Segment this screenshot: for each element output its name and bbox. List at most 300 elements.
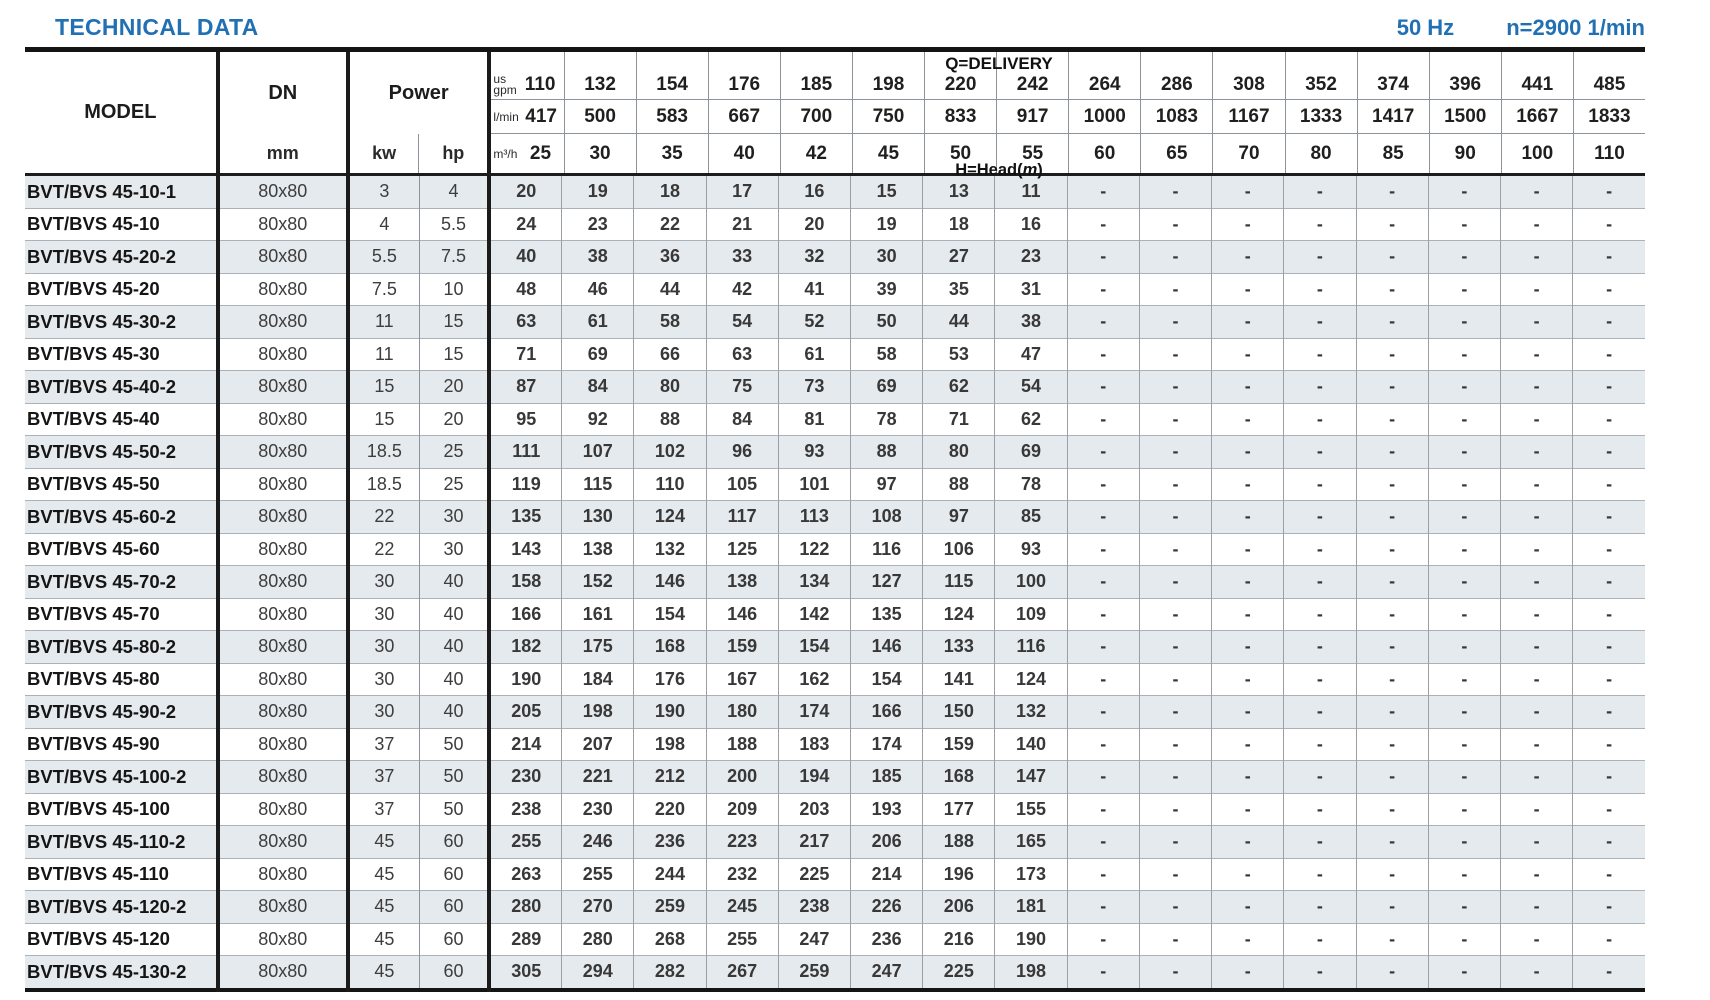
power-header-stack xyxy=(350,52,487,173)
head-value-cell: - xyxy=(1139,403,1211,436)
head-value-cell: 214 xyxy=(851,858,923,891)
dn-cell: 80x80 xyxy=(218,533,348,566)
head-value-cell: 105 xyxy=(706,468,778,501)
power-kw-cell: 11 xyxy=(348,338,419,371)
head-value-cell: - xyxy=(1356,793,1428,826)
power-hp-cell: 50 xyxy=(419,728,489,761)
head-value-cell: - xyxy=(1139,956,1211,990)
head-value-cell: 223 xyxy=(706,826,778,859)
delivery-gpm-value: 352 xyxy=(1285,52,1357,100)
head-value-cell: - xyxy=(1139,338,1211,371)
head-value-cell: 270 xyxy=(562,891,634,924)
table-row xyxy=(25,631,1645,664)
table-row xyxy=(25,598,1645,631)
head-value-cell: - xyxy=(1428,663,1500,696)
table-row xyxy=(25,566,1645,599)
delivery-gpm-value: 308 xyxy=(1212,52,1284,100)
table-row xyxy=(25,728,1645,761)
delivery-gpm-value: 185 xyxy=(780,52,852,100)
head-value-cell: - xyxy=(1500,241,1572,274)
head-value-cell: 140 xyxy=(995,728,1067,761)
head-value-cell: - xyxy=(1139,436,1211,469)
model-cell: BVT/BVS 45-40 xyxy=(25,403,218,436)
head-value-cell: 280 xyxy=(489,891,561,924)
dn-label: DN xyxy=(268,81,298,104)
head-value-cell: - xyxy=(1500,696,1572,729)
head-value-cell: - xyxy=(1428,436,1500,469)
power-kw-cell: 45 xyxy=(348,858,419,891)
head-value-cell: 62 xyxy=(995,403,1067,436)
head-value-cell: - xyxy=(1500,501,1572,534)
power-hp-cell: 20 xyxy=(419,371,489,404)
delivery-grid xyxy=(491,52,1645,173)
column-header-power xyxy=(348,50,489,175)
m3h-unit-label: m³/h xyxy=(493,146,518,161)
head-value-cell: - xyxy=(1573,175,1645,209)
head-value-cell: 63 xyxy=(489,306,561,339)
head-value-cell: 23 xyxy=(995,241,1067,274)
power-hp-cell: 60 xyxy=(419,956,489,990)
head-value-cell: 92 xyxy=(562,403,634,436)
head-value-cell: 236 xyxy=(851,923,923,956)
dn-cell: 80x80 xyxy=(218,826,348,859)
head-value-cell: - xyxy=(1428,501,1500,534)
head-value-cell: - xyxy=(1212,793,1284,826)
head-value-cell: - xyxy=(1139,598,1211,631)
head-value-cell: 188 xyxy=(706,728,778,761)
head-value-cell: - xyxy=(1284,175,1356,209)
head-value-cell: 20 xyxy=(516,181,537,202)
head-value-cell: 54 xyxy=(706,306,778,339)
delivery-m3h-value: 60 xyxy=(1068,134,1140,173)
head-value-cell: 168 xyxy=(923,761,995,794)
head-value-cell: - xyxy=(1139,371,1211,404)
head-value-cell: - xyxy=(1356,696,1428,729)
model-cell: BVT/BVS 45-120-2 xyxy=(25,891,218,924)
head-value-cell: - xyxy=(1500,858,1572,891)
head-value-cell: 102 xyxy=(634,436,706,469)
head-value-cell: 205 xyxy=(489,696,561,729)
delivery-m3h-value: 65 xyxy=(1140,134,1212,173)
power-hp-cell: 40 xyxy=(419,631,489,664)
dn-cell: 80x80 xyxy=(218,663,348,696)
head-value-cell: - xyxy=(1067,273,1139,306)
head-value-cell: 200 xyxy=(706,761,778,794)
head-value-cell: 180 xyxy=(706,696,778,729)
head-value-cell: - xyxy=(1573,826,1645,859)
head-value-cell: 246 xyxy=(562,826,634,859)
head-value-cell: - xyxy=(1356,566,1428,599)
head-value-cell: 58 xyxy=(851,338,923,371)
delivery-label: Q=DELIVERY xyxy=(945,54,1053,73)
head-value-cell: 44 xyxy=(923,306,995,339)
head-value-cell: - xyxy=(1500,403,1572,436)
head-value-cell: - xyxy=(1428,826,1500,859)
power-kw-cell: 45 xyxy=(348,923,419,956)
head-value-cell: 19 xyxy=(851,208,923,241)
head-value-cell: 20 xyxy=(778,208,850,241)
head-value-cell: 117 xyxy=(706,501,778,534)
head-value-cell: - xyxy=(1139,761,1211,794)
head-value-cell: - xyxy=(1573,923,1645,956)
head-value-cell: - xyxy=(1067,468,1139,501)
head-value-cell: - xyxy=(1428,566,1500,599)
power-kw-cell: 4 xyxy=(348,208,419,241)
head-value-cell: 46 xyxy=(562,273,634,306)
delivery-gpm-value: 396 xyxy=(1429,52,1501,100)
dn-cell: 80x80 xyxy=(218,468,348,501)
head-value-cell: 230 xyxy=(489,761,561,794)
head-value-cell: - xyxy=(1284,403,1356,436)
head-value-cell: 214 xyxy=(489,728,561,761)
head-value-cell: - xyxy=(1284,761,1356,794)
dn-header-stack xyxy=(220,52,346,173)
head-value-cell: 167 xyxy=(706,663,778,696)
head-value-cell: - xyxy=(1500,468,1572,501)
table-row xyxy=(25,175,1645,209)
head-value-cell: - xyxy=(1067,956,1139,990)
head-value-cell: 16 xyxy=(778,175,850,209)
head-value-cell: 268 xyxy=(634,923,706,956)
head-value-cell: - xyxy=(1428,956,1500,990)
head-value-cell: 61 xyxy=(562,306,634,339)
power-hp-cell: 50 xyxy=(419,761,489,794)
head-value-cell: 245 xyxy=(706,891,778,924)
head-value-cell: 124 xyxy=(995,663,1067,696)
delivery-m3h-value: m³/h 25 xyxy=(493,142,552,164)
model-cell: BVT/BVS 45-100 xyxy=(25,793,218,826)
head-value-cell: - xyxy=(1500,175,1572,209)
head-value-cell: - xyxy=(1284,566,1356,599)
delivery-gpm-value: 485 xyxy=(1573,52,1645,100)
head-value-cell: - xyxy=(1428,403,1500,436)
head-value-cell: - xyxy=(1356,501,1428,534)
head-value-cell: - xyxy=(1573,663,1645,696)
head-value-cell: 17 xyxy=(706,175,778,209)
head-value-cell: 40 xyxy=(489,241,561,274)
power-kw-cell: 37 xyxy=(348,761,419,794)
head-value-cell: - xyxy=(1139,533,1211,566)
delivery-lmin-value: 1833 xyxy=(1573,100,1645,134)
head-value-cell: 48 xyxy=(489,273,561,306)
power-kw-cell: 5.5 xyxy=(348,241,419,274)
delivery-m3h-value: 85 xyxy=(1357,134,1429,173)
delivery-m3h-value: 30 xyxy=(564,134,636,173)
delivery-lmin-value: 1333 xyxy=(1285,100,1357,134)
head-value-cell: - xyxy=(1356,761,1428,794)
head-value-cell: - xyxy=(1428,793,1500,826)
head-value-cell: 11 xyxy=(995,175,1067,209)
power-kw-cell: 45 xyxy=(348,826,419,859)
head-value-cell: - xyxy=(1067,533,1139,566)
head-value-cell: 134 xyxy=(778,566,850,599)
head-value-cell: - xyxy=(1284,501,1356,534)
dn-cell: 80x80 xyxy=(218,241,348,274)
head-value-cell: 87 xyxy=(489,371,561,404)
head-value-cell: 185 xyxy=(851,761,923,794)
head-value-cell: - xyxy=(1212,858,1284,891)
head-value-cell: 93 xyxy=(778,436,850,469)
head-value-cell: 111 xyxy=(489,436,561,469)
head-value-cell: 159 xyxy=(923,728,995,761)
dn-cell: 80x80 xyxy=(218,891,348,924)
head-value-cell: - xyxy=(1139,891,1211,924)
power-hp-cell: 40 xyxy=(419,696,489,729)
head-value-cell: 116 xyxy=(995,631,1067,664)
power-hp-cell: 5.5 xyxy=(419,208,489,241)
head-value-cell: 71 xyxy=(489,338,561,371)
head-value-cell: 52 xyxy=(778,306,850,339)
head-value-cell: 93 xyxy=(995,533,1067,566)
head-value-cell: 198 xyxy=(995,956,1067,990)
head-value-cell: 35 xyxy=(923,273,995,306)
head-value-cell: - xyxy=(1284,858,1356,891)
head-value-cell: 230 xyxy=(562,793,634,826)
head-value-cell: 13 xyxy=(923,175,995,209)
head-value-cell: - xyxy=(1356,338,1428,371)
head-value-cell: 212 xyxy=(634,761,706,794)
head-value-cell: 58 xyxy=(634,306,706,339)
head-value-cell: - xyxy=(1428,468,1500,501)
power-kw-cell: 37 xyxy=(348,793,419,826)
head-value-cell: - xyxy=(1428,728,1500,761)
model-cell: BVT/BVS 45-40-2 xyxy=(25,371,218,404)
delivery-gpm-value: 286 xyxy=(1140,52,1212,100)
head-value-cell: 113 xyxy=(778,501,850,534)
head-value-cell: 69 xyxy=(562,338,634,371)
table-row xyxy=(25,696,1645,729)
head-value-cell: - xyxy=(1067,761,1139,794)
dn-cell: 80x80 xyxy=(218,761,348,794)
head-value-cell: 135 xyxy=(851,598,923,631)
head-value-cell: 207 xyxy=(562,728,634,761)
head-value-cell: 216 xyxy=(923,923,995,956)
head-value-cell: - xyxy=(1356,436,1428,469)
head-value-cell: 110 xyxy=(634,468,706,501)
head-value-cell: - xyxy=(1284,663,1356,696)
head-value-cell: 190 xyxy=(489,663,561,696)
head-value-cell: 174 xyxy=(851,728,923,761)
head-value-cell: - xyxy=(1284,338,1356,371)
head-value-cell: 78 xyxy=(995,468,1067,501)
delivery-lmin-value: 583 xyxy=(636,100,708,134)
head-value-cell: 141 xyxy=(923,663,995,696)
head-value-cell: 19 xyxy=(562,175,634,209)
head-value-cell: 21 xyxy=(706,208,778,241)
power-kw-cell: 30 xyxy=(348,598,419,631)
page-title: TECHNICAL DATA xyxy=(55,14,259,40)
head-value-cell: - xyxy=(1284,371,1356,404)
head-value-cell: 146 xyxy=(706,598,778,631)
head-value-cell: 54 xyxy=(995,371,1067,404)
head-value-cell: 232 xyxy=(706,858,778,891)
head-value-cell: - xyxy=(1139,566,1211,599)
head-value-cell: 182 xyxy=(489,631,561,664)
head-value-cell: - xyxy=(1212,826,1284,859)
head-value-cell: 31 xyxy=(995,273,1067,306)
table-row xyxy=(25,306,1645,339)
power-hp-cell: 25 xyxy=(419,436,489,469)
head-value-cell: - xyxy=(1573,208,1645,241)
head-value-cell: - xyxy=(1356,306,1428,339)
head-value-cell: - xyxy=(1067,598,1139,631)
head-value-cell: 225 xyxy=(778,858,850,891)
head-value-cell: 38 xyxy=(995,306,1067,339)
delivery-lmin-value: 917 xyxy=(996,100,1068,134)
power-kw-cell: 11 xyxy=(348,306,419,339)
head-value-cell: 247 xyxy=(851,956,923,990)
power-hp-cell: 15 xyxy=(419,338,489,371)
head-value-cell: - xyxy=(1573,501,1645,534)
table-row xyxy=(25,338,1645,371)
head-value-cell: 162 xyxy=(778,663,850,696)
table-row xyxy=(25,241,1645,274)
head-value-cell: 22 xyxy=(634,208,706,241)
head-value-cell: - xyxy=(1139,793,1211,826)
power-kw-cell: 30 xyxy=(348,631,419,664)
head-value-cell: 176 xyxy=(634,663,706,696)
table-row xyxy=(25,793,1645,826)
head-value-cell: 238 xyxy=(489,793,561,826)
delivery-lmin-value: 1000 xyxy=(1068,100,1140,134)
head-value-cell: 133 xyxy=(923,631,995,664)
model-cell: BVT/BVS 45-80 xyxy=(25,663,218,696)
power-hp-cell: 60 xyxy=(419,858,489,891)
head-value-cell: 267 xyxy=(706,956,778,990)
table-row xyxy=(25,826,1645,859)
head-value-cell: - xyxy=(1356,403,1428,436)
delivery-gpm-value: 154 xyxy=(636,52,708,100)
power-kw-cell: 30 xyxy=(348,696,419,729)
head-value-cell: 88 xyxy=(923,468,995,501)
head-value-cell: - xyxy=(1428,761,1500,794)
power-label: Power xyxy=(388,81,449,104)
head-value-cell: - xyxy=(1573,468,1645,501)
head-value-cell: - xyxy=(1356,858,1428,891)
head-value-cell: - xyxy=(1139,858,1211,891)
table-row xyxy=(25,858,1645,891)
head-value-cell: - xyxy=(1212,923,1284,956)
model-cell: BVT/BVS 45-30 xyxy=(25,338,218,371)
table-row xyxy=(25,273,1645,306)
model-cell: BVT/BVS 45-90 xyxy=(25,728,218,761)
head-value-cell: - xyxy=(1067,663,1139,696)
head-value-cell: - xyxy=(1500,566,1572,599)
head-value-cell: - xyxy=(1573,338,1645,371)
head-value-cell: - xyxy=(1284,793,1356,826)
head-value-cell: - xyxy=(1139,241,1211,274)
head-value-cell: 15 xyxy=(851,175,923,209)
column-header-model: MODEL xyxy=(25,50,218,175)
power-kw-cell: 30 xyxy=(348,663,419,696)
head-value-cell: - xyxy=(1428,858,1500,891)
head-value-cell: 206 xyxy=(923,891,995,924)
head-value-cell: 95 xyxy=(489,403,561,436)
table-row xyxy=(25,956,1645,990)
head-value-cell: 255 xyxy=(489,826,561,859)
head-value-cell: 220 xyxy=(634,793,706,826)
power-hp-cell: 40 xyxy=(419,566,489,599)
head-value-cell: - xyxy=(1067,631,1139,664)
delivery-lmin-value: 500 xyxy=(564,100,636,134)
head-value-cell: - xyxy=(1139,663,1211,696)
head-value-cell: - xyxy=(1573,858,1645,891)
delivery-gpm-value: 132 xyxy=(564,52,636,100)
table-row xyxy=(25,923,1645,956)
head-value-cell: - xyxy=(1573,631,1645,664)
head-value-cell: - xyxy=(1212,403,1284,436)
power-hp-cell: 60 xyxy=(419,826,489,859)
dn-cell: 80x80 xyxy=(218,696,348,729)
head-value-cell: 152 xyxy=(562,566,634,599)
head-value-cell: 30 xyxy=(851,241,923,274)
head-value-cell: 61 xyxy=(778,338,850,371)
head-value-cell: - xyxy=(1212,533,1284,566)
table-row xyxy=(25,468,1645,501)
head-value-cell: - xyxy=(1356,208,1428,241)
head-value-cell: - xyxy=(1573,891,1645,924)
dn-cell: 80x80 xyxy=(218,923,348,956)
head-value-cell: 217 xyxy=(778,826,850,859)
power-hp-cell: 50 xyxy=(419,793,489,826)
head-value-cell: 88 xyxy=(851,436,923,469)
delivery-lmin-value: 1667 xyxy=(1501,100,1573,134)
head-value-cell: 75 xyxy=(706,371,778,404)
head-value-cell: - xyxy=(1212,273,1284,306)
head-value-cell: - xyxy=(1212,436,1284,469)
delivery-m3h-value: 40 xyxy=(708,134,780,173)
dn-cell: 80x80 xyxy=(218,436,348,469)
power-kw-cell: 45 xyxy=(348,956,419,990)
head-value-cell: - xyxy=(1067,175,1139,209)
head-value-cell: - xyxy=(1284,208,1356,241)
head-value-cell: - xyxy=(1573,273,1645,306)
power-hp-cell: 40 xyxy=(419,663,489,696)
head-value-cell: - xyxy=(1573,306,1645,339)
head-value-cell: - xyxy=(1573,241,1645,274)
head-value-cell: - xyxy=(1067,858,1139,891)
head-value-cell: 146 xyxy=(634,566,706,599)
head-value-cell: 165 xyxy=(995,826,1067,859)
head-value-cell: - xyxy=(1212,306,1284,339)
delivery-gpm-value: us gpm 110 xyxy=(491,52,563,100)
delivery-lmin-value: 1083 xyxy=(1140,100,1212,134)
delivery-lmin-value: 1417 xyxy=(1357,100,1429,134)
delivery-m3h-value: 45 xyxy=(852,134,924,173)
dn-cell: 80x80 xyxy=(218,858,348,891)
power-kw-cell: 18.5 xyxy=(348,468,419,501)
head-value-cell: - xyxy=(1573,403,1645,436)
speed-label: n=2900 1/min xyxy=(1506,15,1645,40)
head-value-cell: 198 xyxy=(634,728,706,761)
head-value-cell: - xyxy=(1212,663,1284,696)
head-value-cell: - xyxy=(1067,403,1139,436)
head-value-cell: - xyxy=(1284,728,1356,761)
head-value-cell: - xyxy=(1139,826,1211,859)
head-value-cell: 84 xyxy=(562,371,634,404)
head-value-cell: 66 xyxy=(634,338,706,371)
head-value-cell: - xyxy=(1284,923,1356,956)
head-value-cell: 97 xyxy=(923,501,995,534)
power-kw-cell: 22 xyxy=(348,501,419,534)
head-value-cell: 135 xyxy=(489,501,561,534)
delivery-gpm-value: 176 xyxy=(708,52,780,100)
model-cell: BVT/BVS 45-130-2 xyxy=(25,956,218,990)
head-value-cell: 81 xyxy=(778,403,850,436)
head-value-cell: - xyxy=(1356,273,1428,306)
head-value-cell: 147 xyxy=(995,761,1067,794)
head-value-cell: - xyxy=(1139,728,1211,761)
